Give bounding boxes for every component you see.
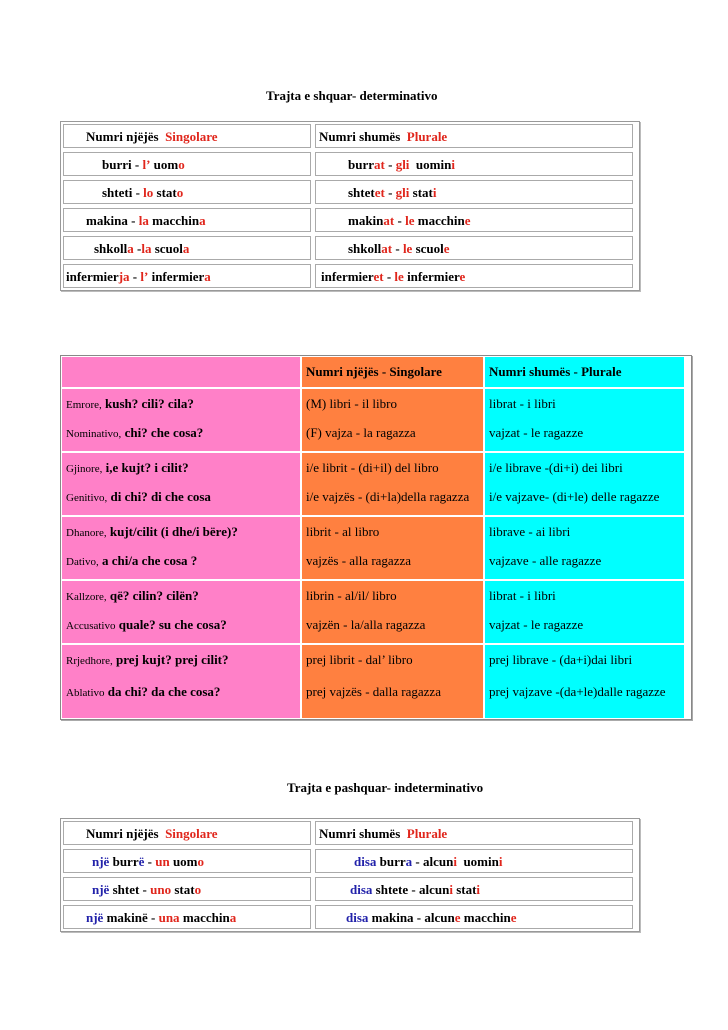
text-segment: një	[92, 854, 110, 869]
header-singular: Numri njëjës Singolare	[63, 124, 311, 148]
cell-singular	[302, 517, 483, 579]
cell-singular	[302, 453, 483, 515]
cell-singular	[63, 236, 311, 260]
cell-plural	[315, 208, 633, 232]
cell-singular	[63, 264, 311, 288]
text-segment: ë	[138, 854, 145, 869]
text-segment: at	[381, 241, 393, 256]
cell-case	[62, 453, 300, 515]
header-singular: Numri njëjës - Singolare	[302, 357, 483, 387]
cell-line	[66, 420, 296, 449]
table-header-row	[61, 356, 691, 388]
cell-singular	[63, 180, 311, 204]
case-name: Dhanore,	[66, 527, 107, 539]
cell-line: i/e librave -(di+i) dei libri	[489, 460, 623, 475]
text-segment: i	[476, 882, 481, 897]
text-segment: macchin	[414, 213, 465, 228]
text-segment: a	[229, 910, 237, 925]
table-row	[61, 847, 639, 875]
case-name: Emrore,	[66, 399, 102, 411]
cell-singular	[63, 849, 311, 873]
cell-case	[62, 645, 300, 718]
table-header-row	[61, 122, 639, 150]
case-group-row	[61, 388, 691, 452]
cell-line: prej vajzës - dalla ragazza	[306, 684, 441, 699]
case-name: Rrjedhore,	[66, 655, 113, 667]
cell-line	[66, 647, 296, 679]
text-segment: le	[394, 269, 404, 284]
text-segment: et	[373, 269, 384, 284]
cell-line: vajzat - le ragazze	[489, 425, 584, 440]
text-segment: -	[394, 213, 406, 228]
cell-singular	[63, 877, 311, 901]
text-segment: makin	[348, 213, 384, 228]
header-singular: Numri njëjës Singolare	[63, 821, 311, 845]
case-question: a chi/a che cosa ?	[98, 553, 198, 568]
table-row	[61, 903, 639, 931]
text-segment: infermier	[321, 269, 374, 284]
case-question: di chi? di che cosa	[107, 489, 211, 504]
case-group-row	[61, 580, 691, 644]
cell-line	[66, 484, 296, 513]
text-segment: stat	[452, 882, 477, 897]
text-segment: disa	[354, 854, 377, 869]
table-row	[61, 150, 639, 178]
case-question: i,e kujt? i cilit?	[102, 460, 189, 475]
text-segment: shtet -	[109, 882, 151, 897]
case-question: që? cilin? cilën?	[106, 588, 199, 603]
text-segment: disa	[350, 882, 373, 897]
text-segment: një	[92, 882, 110, 897]
text-segment: burr	[348, 157, 374, 172]
text-segment: shtet	[348, 185, 375, 200]
cell-plural	[315, 264, 633, 288]
case-question: kujt/cilit (i dhe/i bëre)?	[106, 524, 238, 539]
text-segment: -	[392, 241, 403, 256]
cell-plural	[315, 180, 633, 204]
text-segment: uomin	[409, 157, 452, 172]
text-segment: le	[402, 241, 413, 256]
cell-plural	[485, 453, 684, 515]
table-row	[61, 234, 639, 262]
table-row	[61, 262, 639, 290]
text-segment: lo	[143, 185, 154, 200]
cell-line	[66, 679, 296, 711]
cell-line: vajzat - le ragazze	[489, 617, 584, 632]
cell-line: librave - ai libri	[489, 524, 571, 539]
cell-line	[66, 391, 296, 420]
text-segment: shkoll	[348, 241, 382, 256]
text-segment: una	[158, 910, 180, 925]
case-group-row	[61, 644, 691, 719]
text-segment: makina -	[86, 213, 139, 228]
text-segment: le	[405, 213, 415, 228]
text-segment: i	[453, 854, 457, 869]
case-name: Dativo,	[66, 556, 99, 568]
cell-singular	[63, 152, 311, 176]
text-segment: infermier	[66, 269, 119, 284]
cell-singular	[63, 905, 311, 929]
text-segment: a	[405, 854, 413, 869]
text-segment: macchin	[460, 910, 511, 925]
text-segment: burr	[109, 854, 139, 869]
text-segment: macchin	[179, 910, 230, 925]
text-segment: -	[144, 854, 156, 869]
case-question: da chi? da che cosa?	[104, 684, 221, 699]
text-segment: një	[86, 910, 104, 925]
case-name: Gjinore,	[66, 463, 103, 475]
cell-plural	[485, 389, 684, 451]
text-segment: disa	[346, 910, 369, 925]
cell-line: vajzës - alla ragazza	[306, 553, 412, 568]
text-segment: ja	[118, 269, 130, 284]
text-segment: - alcun	[412, 854, 454, 869]
text-segment: a	[199, 213, 206, 228]
text-segment: uno	[150, 882, 172, 897]
header-case	[62, 357, 300, 387]
case-name: Ablativo	[66, 687, 105, 699]
cell-singular	[302, 389, 483, 451]
text-segment: at	[383, 213, 395, 228]
cell-line	[66, 612, 296, 641]
case-group-row	[61, 452, 691, 516]
text-segment: infermier	[148, 269, 205, 284]
cell-plural	[315, 152, 633, 176]
text-segment: uom	[169, 854, 198, 869]
table-row	[61, 206, 639, 234]
cell-line: vajzën - la/alla ragazza	[306, 617, 426, 632]
cell-case	[62, 517, 300, 579]
cell-line: (M) libri - il libro	[306, 396, 397, 411]
table-row	[61, 178, 639, 206]
cell-plural	[315, 877, 633, 901]
text-segment: shtete - alcun	[372, 882, 450, 897]
cell-plural	[315, 905, 633, 929]
text-segment: a	[182, 241, 190, 256]
text-segment: o	[197, 854, 204, 869]
text-segment: macchin	[148, 213, 200, 228]
text-segment: at	[374, 157, 385, 172]
text-segment: e	[459, 269, 466, 284]
text-segment: scuol	[151, 241, 183, 256]
cell-line: prej vajzave -(da+le)dalle ragazze	[489, 684, 666, 699]
header-plural: Numri shumës - Plurale	[485, 357, 684, 387]
text-segment: -	[384, 157, 396, 172]
text-segment: shteti -	[102, 185, 144, 200]
table-header-row	[61, 819, 639, 847]
cell-line: librat - i libri	[489, 396, 556, 411]
cell-plural	[485, 645, 684, 718]
cell-plural	[315, 849, 633, 873]
text-segment: gli	[395, 157, 410, 172]
case-name: Genitivo,	[66, 492, 108, 504]
header-plural: Numri shumës Plurale	[315, 821, 633, 845]
cell-line	[66, 583, 296, 612]
text-segment: stat	[153, 185, 177, 200]
text-segment: e	[464, 213, 471, 228]
case-name: Nominativo,	[66, 428, 122, 440]
cell-line: (F) vajza - la ragazza	[306, 425, 416, 440]
cell-line	[66, 519, 296, 548]
text-segment: -	[129, 269, 141, 284]
table-row	[61, 875, 639, 903]
text-segment: makina - alcun	[368, 910, 455, 925]
case-question: prej kujt? prej cilit?	[112, 652, 229, 667]
cell-line: i/e vajzave- (di+le) delle ragazze	[489, 489, 660, 504]
cell-plural	[315, 236, 633, 260]
text-segment: o	[176, 185, 184, 200]
text-segment: infermier	[403, 269, 460, 284]
cell-case	[62, 389, 300, 451]
text-segment: -	[384, 185, 396, 200]
cell-singular	[63, 208, 311, 232]
text-segment: burri -	[102, 157, 143, 172]
text-segment: uomin	[456, 854, 499, 869]
text-segment: stat	[409, 185, 433, 200]
text-segment: i	[432, 185, 437, 200]
case-question: chi? che cosa?	[121, 425, 204, 440]
text-segment: e	[454, 910, 461, 925]
case-name: Accusativo	[66, 620, 116, 632]
text-segment: l’	[140, 269, 149, 284]
cell-singular	[302, 581, 483, 643]
case-name: Kallzore,	[66, 591, 107, 603]
cell-plural	[485, 517, 684, 579]
text-segment: et	[374, 185, 385, 200]
text-segment: -	[383, 269, 395, 284]
cell-line: librit - al libro	[306, 524, 380, 539]
text-segment: o	[178, 157, 185, 172]
text-segment: a	[127, 241, 134, 256]
text-segment: la	[138, 213, 149, 228]
text-segment: i	[498, 854, 503, 869]
text-segment: -	[133, 241, 142, 256]
cell-line: i/e librit - (di+il) del libro	[306, 460, 439, 475]
table-determinativo	[60, 121, 640, 291]
text-segment: scuol	[412, 241, 444, 256]
text-segment: la	[141, 241, 152, 256]
cell-case	[62, 581, 300, 643]
cell-line	[66, 548, 296, 577]
text-segment: i	[449, 882, 453, 897]
text-segment: o	[194, 882, 202, 897]
case-question: quale? su che cosa?	[115, 617, 227, 632]
text-segment: e	[510, 910, 517, 925]
cell-line: prej librave - (da+i)dai libri	[489, 652, 633, 667]
case-group-row	[61, 516, 691, 580]
cell-line: librin - al/il/ libro	[306, 588, 397, 603]
cell-singular	[302, 645, 483, 718]
text-segment: gli	[395, 185, 410, 200]
table-cases	[60, 355, 692, 720]
table-indeterminativo	[60, 818, 640, 932]
text-segment: stat	[171, 882, 195, 897]
text-segment: makinë -	[103, 910, 159, 925]
cell-line: vajzave - alle ragazze	[489, 553, 602, 568]
header-plural: Numri shumës Plurale	[315, 124, 633, 148]
text-segment: e	[443, 241, 450, 256]
text-segment: shkoll	[94, 241, 128, 256]
text-segment: uom	[150, 157, 179, 172]
cell-plural	[485, 581, 684, 643]
cell-line: librat - i libri	[489, 588, 556, 603]
case-question: kush? cili? cila?	[101, 396, 194, 411]
text-segment: i	[451, 157, 455, 172]
text-segment: burr	[376, 854, 406, 869]
cell-line: i/e vajzës - (di+la)della ragazza	[306, 489, 470, 504]
text-segment: un	[155, 854, 170, 869]
cell-line	[66, 455, 296, 484]
text-segment: a	[204, 269, 211, 284]
text-segment: l’	[142, 157, 151, 172]
cell-line: prej librit - dal’ libro	[306, 652, 413, 667]
